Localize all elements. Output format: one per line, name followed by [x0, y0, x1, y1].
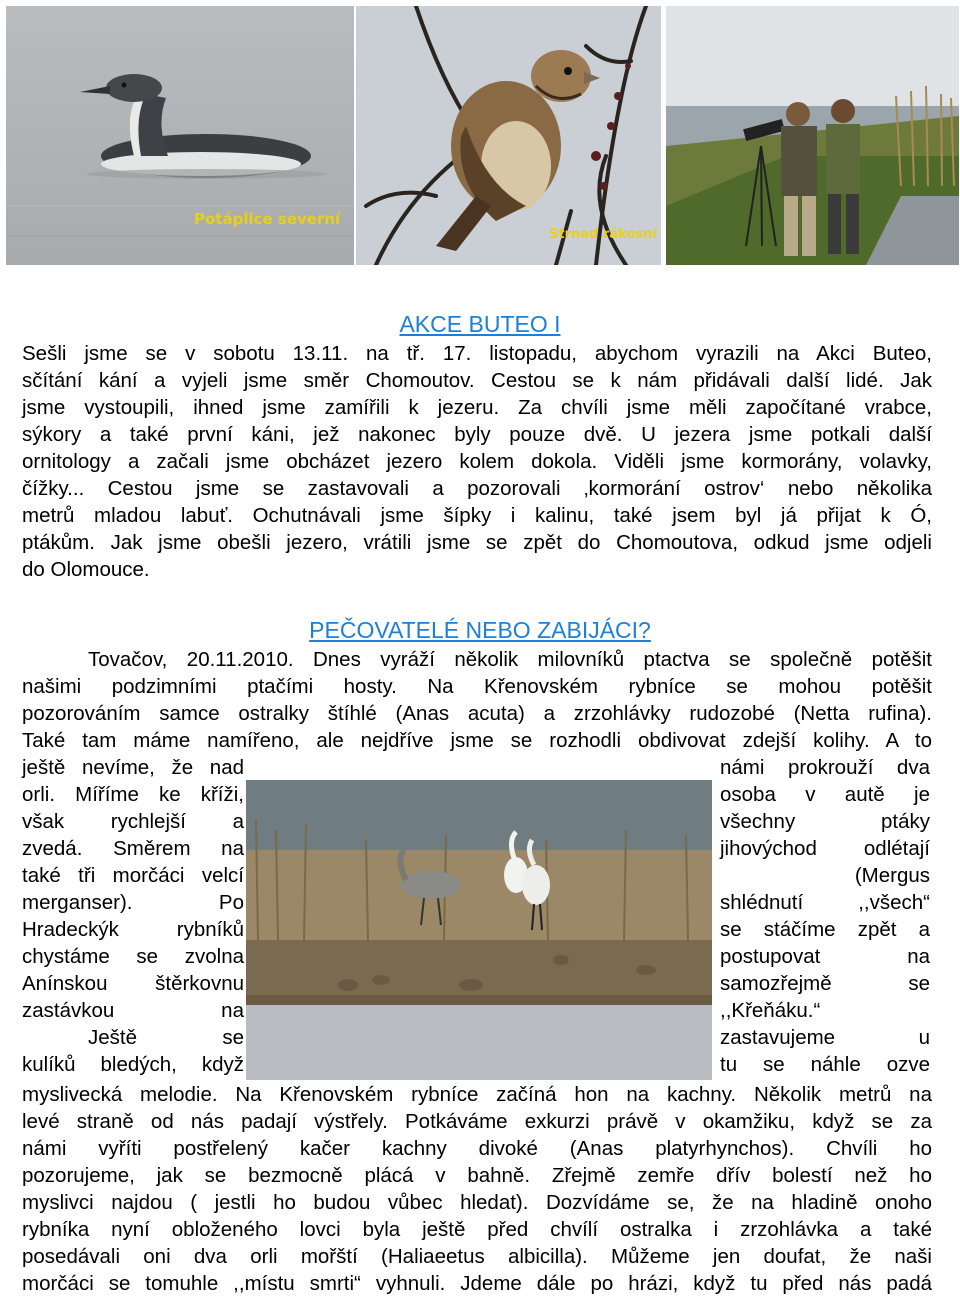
right-column-line: námi prokrouží dva — [720, 756, 930, 779]
paragraph-line: rybníka nyní obloženého lovci byla ještě před chvílí ostralka i zrzohlávka a také — [22, 1218, 932, 1241]
left-column-line: Hradeckýk rybníků — [22, 918, 244, 941]
left-column-line: ještě nevíme, že nad — [22, 756, 244, 779]
right-column-line: tu se náhle ozve — [720, 1053, 930, 1076]
right-column-line: osoba v autě je — [720, 783, 930, 806]
loon-caption: Potáplice severní — [194, 210, 341, 228]
paragraph-line: čížky... Cestou jsme se zastavovali a pozorovali ‚kormorání ostrov‘ nebo několika — [22, 477, 932, 500]
paragraph-line: pozorováním samce ostralky štíhlé (Anas acuta) a zrzohlávky rudozobé (Netta rufina). — [22, 702, 932, 725]
right-column-line: shlédnutí ,,všech“ — [720, 891, 930, 914]
paragraph-line: Sešli jsme se v sobotu 13.11. na tř. 17. listopadu, abychom vyrazili na Akci Buteo, — [22, 342, 932, 365]
section1-heading: AKCE BUTEO I — [399, 311, 561, 337]
paragraph-line: sčítání kání a vyjeli jsme směr Chomoutov. Cestou se k nám přidávali další lidé. Jak — [22, 369, 932, 392]
cranes-photo — [246, 780, 712, 1080]
bunting-photo — [356, 6, 661, 265]
paragraph-line: pozorujeme, jak se bezmocně plácá v bahně. Zřejmě zemře dřív bolestí než ho — [22, 1164, 932, 1187]
paragraph-line: myslivecká melodie. Na Křenovském rybníce začíná hon na kachny. Několik metrů na — [22, 1083, 932, 1106]
paragraph-line: morčáci se tomuhle ,,místu smrti“ vyhnuli. Jdeme dále po hrázi, když tu před nás padá — [22, 1272, 932, 1295]
loon-photo — [6, 6, 354, 265]
right-column-line: jihovýchod odlétají — [720, 837, 930, 860]
left-column-line: také tři morčáci velcí — [22, 864, 244, 887]
left-column-line: orli. Míříme ke kříži, — [22, 783, 244, 806]
left-column-line: však rychlejší a — [22, 810, 244, 833]
paragraph-line: Tovačov, 20.11.2010. Dnes vyráží několik milovníků ptactva se společně potěšit — [88, 648, 932, 671]
right-column-line: všechny ptáky — [720, 810, 930, 833]
bunting-illustration — [356, 6, 661, 265]
loon-illustration — [6, 6, 354, 265]
left-column-line: kulíků bledých, když — [22, 1053, 244, 1076]
section2-heading: PEČOVATELÉ NEBO ZABIJÁCI? — [309, 617, 651, 643]
right-column-line: (Mergus — [854, 864, 930, 887]
right-column-line: samozřejmě se — [720, 972, 930, 995]
paragraph-line: ptákům. Jak jsme obešli jezero, vrátili jsme se zpět do Chomoutova, odkud jsme odjeli — [22, 531, 932, 554]
birdwatchers-illustration — [666, 6, 959, 265]
right-column-line: zastavujeme u — [720, 1026, 930, 1049]
left-column-line: zvedá. Směrem na — [22, 837, 244, 860]
right-column-line: ,,Křeňáku.“ — [720, 999, 821, 1022]
birdwatchers-photo — [666, 6, 959, 265]
paragraph-line: posedávali oni dva orli mořští (Haliaeetus albicilla). Můžeme jen doufat, že naši — [22, 1245, 932, 1268]
paragraph-line: levé straně od nás padají výstřely. Potkáváme exkurzi právě v okamžiku, když se za — [22, 1110, 932, 1133]
paragraph-line: jsme vystoupili, ihned jsme zamířili k jezeru. Za chvíli jsme měli započítané vrabce, — [22, 396, 932, 419]
right-column-line: se stáčíme zpět a — [720, 918, 930, 941]
cranes-illustration — [246, 780, 712, 1080]
paragraph-line: myslivci najdou ( jestli ho budou vůbec hledat). Dozvídáme se, že na hladině onoho — [22, 1191, 932, 1214]
bunting-caption: Strnad rákosní — [549, 227, 657, 242]
paragraph-line: našimi podzimními ptačími hosty. Na Křenovském rybníce se mohou potěšit — [22, 675, 932, 698]
paragraph-line: Také tam máme namířeno, ale nejdříve jsme se rozhodli obdivovat zdejší kolihy. A to — [22, 729, 932, 752]
paragraph-line: do Olomouce. — [22, 558, 150, 581]
left-column-line: zastávkou na — [22, 999, 244, 1022]
right-column-line: postupovat na — [720, 945, 930, 968]
paragraph-line: metrů mladou labuť. Ochutnávali jsme šípky i kalinu, také jsem byl já přijat k Ó, — [22, 504, 932, 527]
left-column-line: Anínskou štěrkovnu — [22, 972, 244, 995]
paragraph-line: námi vyříti postřelený kačer kachny divoké (Anas platyrhynchos). Chvíli ho — [22, 1137, 932, 1160]
paragraph-line: ornitology a začali jsme obcházet jezero kolem dokola. Viděli jsme kormorány, volavky, — [22, 450, 932, 473]
left-column-line: chystáme se zvolna — [22, 945, 244, 968]
paragraph-line: sýkory a také první káni, jež nakonec byly pouze dvě. U jezera jsme potkali další — [22, 423, 932, 446]
left-column-line: Ještě se — [88, 1026, 244, 1049]
left-column-line: merganser). Po — [22, 891, 244, 914]
